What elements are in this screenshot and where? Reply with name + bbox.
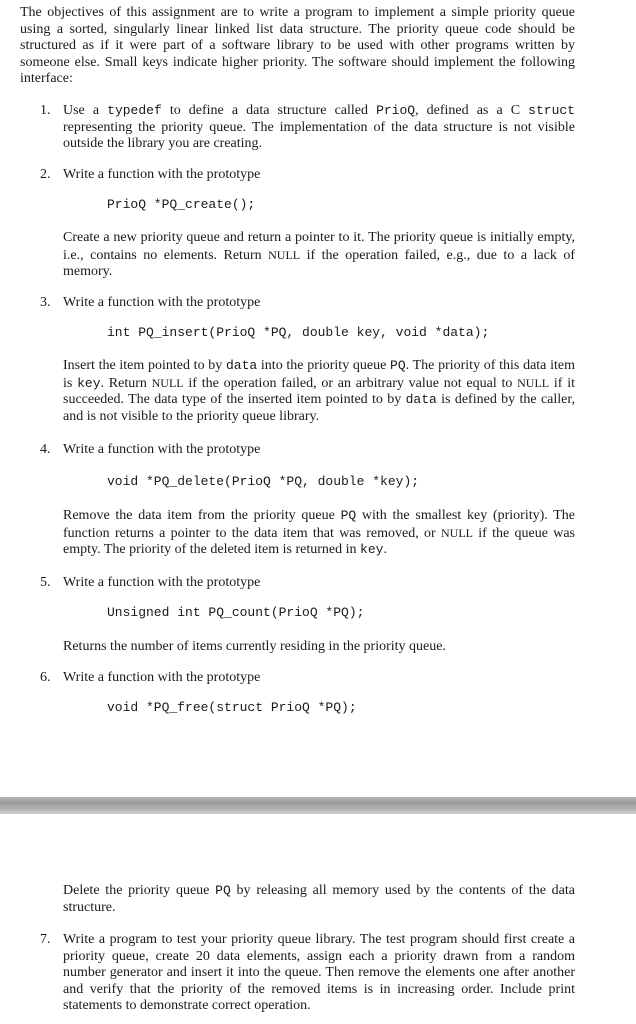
- struct-keyword: struct: [528, 103, 575, 118]
- item-2-lead: Write a function with the prototype: [63, 167, 261, 182]
- item-6-number: 6.: [40, 670, 51, 685]
- item-2-description: Create a new priority queue and return a pointer to it. The priority queue is initially empty, i.e., contains no elements. Return NULL if the operation failed, e.g., due to a lack of memory.: [63, 230, 576, 280]
- intro-paragraph: The objectives of this assignment are to write a program to implement a simple priority queue using a sorted, singularly linear linked list data structure. The priority queue code should be structured as if it were part of a software library to be used with other programs written by someone else. Small keys indicate higher priority. The software should implement the following interface:: [20, 5, 575, 87]
- item-4-prototype: void *PQ_delete(PrioQ *PQ, double *key);: [107, 474, 420, 489]
- item-6-lead: Write a function with the prototype: [63, 670, 261, 685]
- item-5-description: Returns the number of items currently residing in the priority queue.: [63, 639, 446, 654]
- item-4-description: Remove the data item from the priority queue PQ with the smallest key (priority). The function returns a pointer to the data item that was removed, or NULL if the queue was empty. The priority of the deleted item is returned in key.: [63, 508, 576, 558]
- null-keyword: NULL: [268, 247, 301, 262]
- item-6-prototype: void *PQ_free(struct PrioQ *PQ);: [107, 700, 357, 715]
- item-7-text: Write a program to test your priority queue library. The test program should first create a priority queue, create 20 data elements, assign each a priority drawn from a random number generator and insert it into the queue. Then remove the elements one after another and verify that the priority of the removed items is in increasing order. Include print statements to demonstrate correct operation.: [63, 932, 575, 1014]
- item-3-description: Insert the item pointed to by data into the priority queue PQ. The priority of this data item is key. Return NULL if the operation failed, or an arbitrary value not equal to NULL if it succeeded. The data type of the inserted item pointed to by data is defined by the caller, and is not visible to the priority queue library.: [63, 358, 575, 424]
- item-5-prototype: Unsigned int PQ_count(PrioQ *PQ);: [107, 605, 365, 620]
- item-5-lead: Write a function with the prototype: [63, 575, 261, 590]
- item-3-lead: Write a function with the prototype: [63, 295, 261, 310]
- document-page-2: [0, 814, 636, 1024]
- item-6-description: Delete the priority queue PQ by releasing all memory used by the contents of the data structure.: [63, 883, 576, 915]
- item-1-number: 1.: [40, 103, 51, 118]
- item-1-text: Use a typedef to define a data structure called PrioQ, defined as a C struct representing the priority queue. The implementation of the data structure is not visible outside the library you are creating.: [63, 103, 575, 152]
- item-2-prototype: PrioQ *PQ_create();: [107, 197, 256, 212]
- prioq-keyword: PrioQ: [376, 103, 416, 118]
- item-4-lead: Write a function with the prototype: [63, 442, 261, 457]
- item-7-number: 7.: [40, 932, 51, 947]
- item-2-number: 2.: [40, 167, 51, 182]
- item-5-number: 5.: [40, 575, 51, 590]
- typedef-keyword: typedef: [107, 103, 162, 118]
- item-4-number: 4.: [40, 442, 51, 457]
- item-3-prototype: int PQ_insert(PrioQ *PQ, double key, void *data);: [107, 325, 490, 340]
- page-separator: [0, 797, 636, 814]
- item-3-number: 3.: [40, 295, 51, 310]
